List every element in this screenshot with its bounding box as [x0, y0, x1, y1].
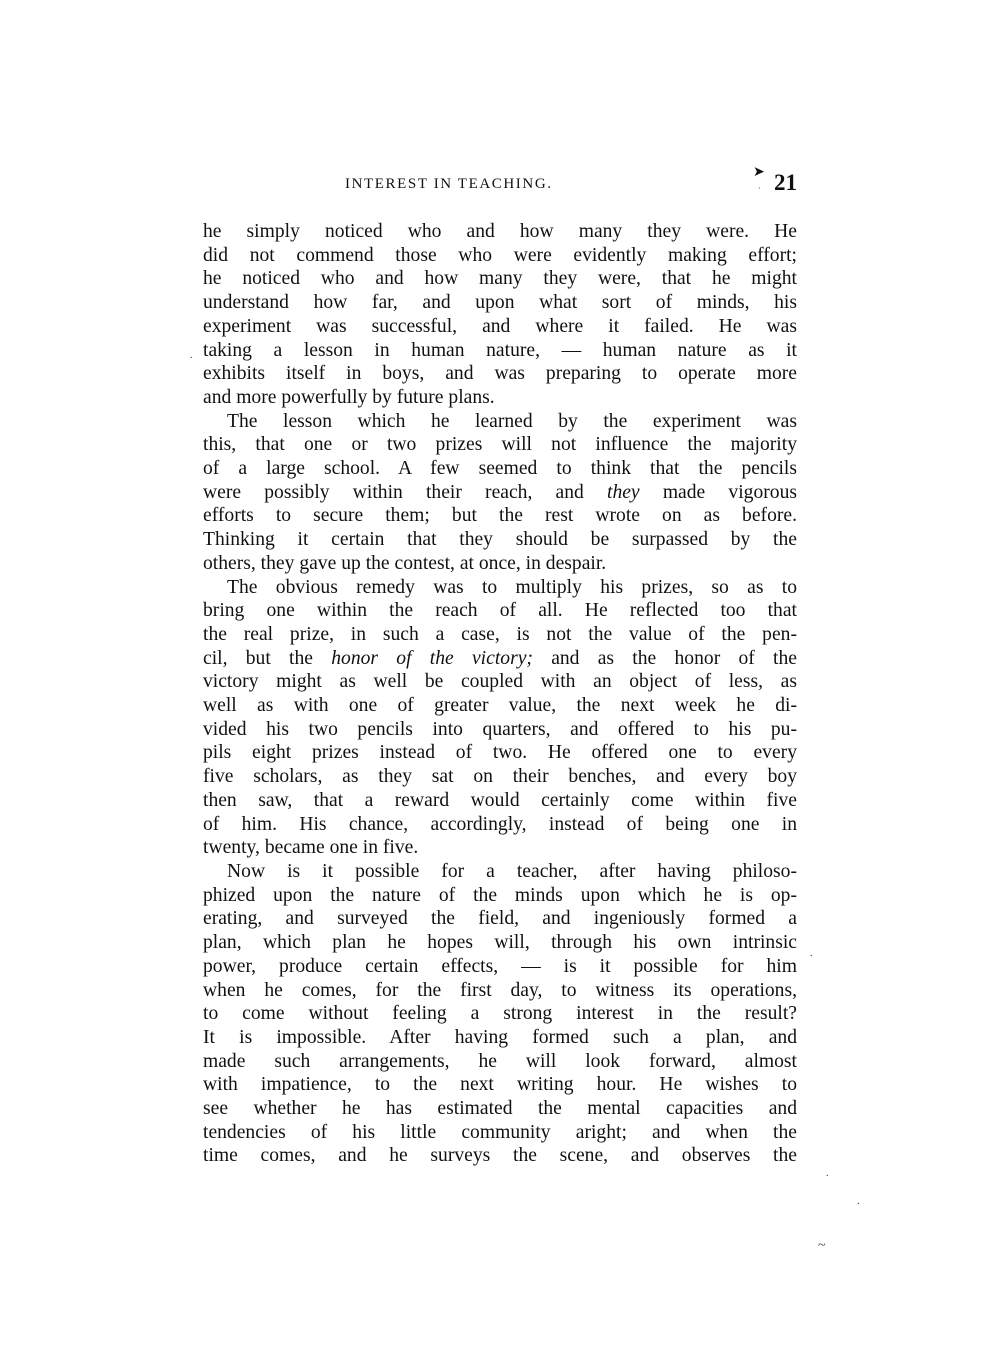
speck-icon: .	[826, 1168, 829, 1179]
text-line: Now is it possible for a teacher, after having philoso-	[227, 860, 797, 882]
speck-icon: .	[810, 948, 813, 959]
text-line: experiment was successful, and where it failed. He was	[203, 315, 797, 337]
body-text	[203, 220, 797, 1168]
text-line: plan, which plan he hopes will, through his own intrinsic	[203, 932, 797, 954]
text-line: the real prize, in such a case, is not the value of the pen-	[203, 623, 797, 645]
text-line: The lesson which he learned by the experiment was	[227, 410, 797, 432]
text-line: and more powerfully by future plans.	[203, 386, 495, 408]
text-line: tendencies of his little community aright; and when the	[203, 1121, 797, 1143]
text-line: It is impossible. After having formed such a plan, and	[203, 1026, 797, 1048]
text-line: victory might as well be coupled with an object of less, as	[203, 671, 797, 693]
text-segment: were possibly within their reach, and	[203, 481, 584, 503]
printer-mark-icon: ➤	[753, 165, 765, 180]
text-line: bring one within the reach of all. He reflected too that	[203, 600, 797, 622]
text-line: exhibits itself in boys, and was preparing to operate more	[203, 363, 797, 385]
text-line: then saw, that a reward would certainly come within five	[203, 789, 797, 811]
running-head: INTEREST IN TEACHING.	[345, 176, 553, 192]
text-line	[203, 481, 797, 505]
text-line: efforts to secure them; but the rest wrote on as before.	[203, 505, 797, 527]
text-line: he noticed who and how many they were, that he might	[203, 268, 797, 290]
speck-icon: .	[190, 350, 193, 361]
speck-icon: ·	[758, 184, 761, 193]
text-line: Thinking it certain that they should be surpassed by the	[203, 529, 797, 551]
text-line	[203, 647, 797, 671]
text-line: phized upon the nature of the minds upon which he is op-	[203, 884, 797, 906]
italic-emphasis: honor of the victory;	[331, 647, 533, 669]
ink-mark-icon: ~	[818, 1238, 826, 1253]
text-line: this, that one or two prizes will not influence the majority	[203, 434, 797, 456]
text-line: pils eight prizes instead of two. He offered one to every	[203, 742, 797, 764]
text-line: erating, and surveyed the field, and ingeniously formed a	[203, 908, 797, 930]
page-number: 21	[774, 170, 797, 195]
text-line: to come without feeling a strong interest in the result?	[203, 1003, 797, 1025]
text-line: power, produce certain effects, — is it possible for him	[203, 955, 797, 977]
italic-emphasis: they	[607, 481, 640, 503]
text-line: others, they gave up the contest, at once, in despair.	[203, 552, 607, 574]
text-segment: made vigorous	[662, 481, 797, 503]
text-line: taking a lesson in human nature, — human nature as it	[203, 339, 797, 361]
text-line: see whether he has estimated the mental capacities and	[203, 1098, 797, 1120]
text-line: The obvious remedy was to multiply his prizes, so as to	[227, 576, 797, 598]
text-segment: and as the honor of the	[551, 647, 797, 669]
text-line: time comes, and he surveys the scene, and observes the	[203, 1145, 797, 1167]
text-line: with impatience, to the next writing hour. He wishes to	[203, 1074, 797, 1096]
text-line: vided his two pencils into quarters, and offered to his pu-	[203, 718, 797, 740]
text-line: of a large school. A few seemed to think that the pencils	[203, 458, 797, 480]
speck-icon: .	[857, 1196, 860, 1207]
text-line: five scholars, as they sat on their benches, and every boy	[203, 766, 797, 788]
text-line: well as with one of greater value, the next week he di-	[203, 695, 797, 717]
text-segment: cil, but the	[203, 647, 313, 669]
text-line: made such arrangements, he will look forward, almost	[203, 1050, 797, 1072]
text-line: understand how far, and upon what sort of minds, his	[203, 292, 797, 314]
text-line: he simply noticed who and how many they were. He	[203, 221, 797, 242]
text-line: of him. His chance, accordingly, instead of being one in	[203, 813, 797, 835]
page-header	[203, 165, 797, 202]
text-line: did not commend those who were evidently making effort;	[203, 244, 797, 266]
text-line: when he comes, for the first day, to witness its operations,	[203, 979, 797, 1001]
text-line: twenty, became one in five.	[203, 837, 419, 859]
